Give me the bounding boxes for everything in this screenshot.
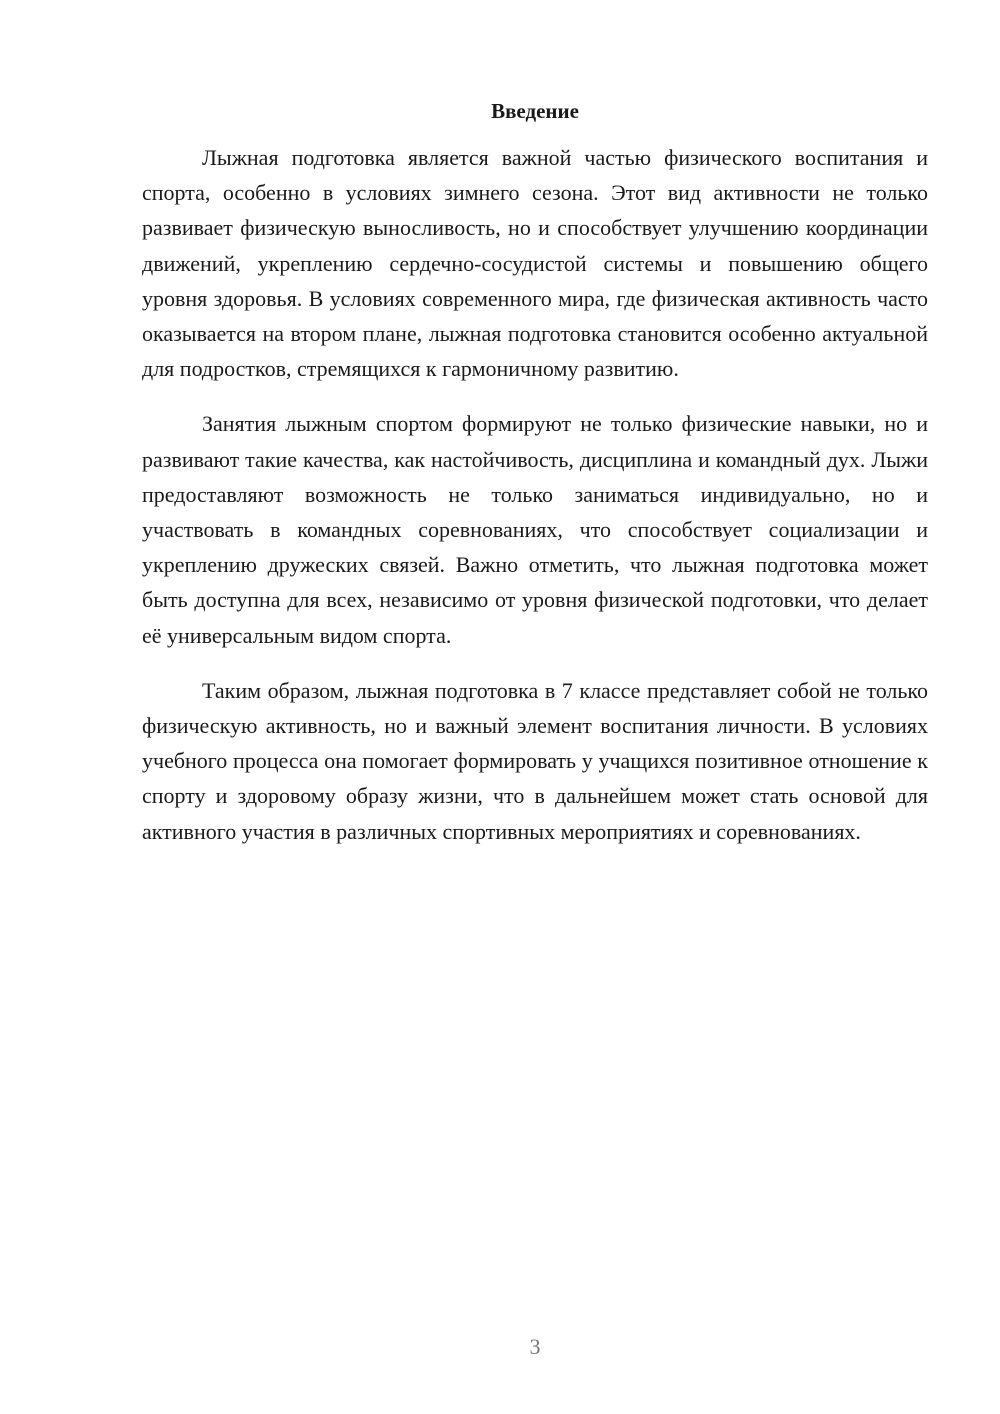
document-body [142, 140, 928, 869]
paragraph-conclusion: Таким образом, лыжная подготовка в 7 классе представляет собой не только физическую активность, но и важный элемент воспитания личности. В условиях учебного процесса она помогает формировать у учащихся позитивное отношение к спорту и здоровому образу жизни, что в дальнейшем может стать основой для активного участия в различных спортивных мероприятиях и соревнованиях. [142, 677, 928, 844]
page-number: 3 [529, 1334, 541, 1359]
paragraph-intro: Лыжная подготовка является важной частью физического воспитания и спорта, особенно в условиях зимнего сезона. Этот вид активности не только развивает физическую выносливость, но и способствует улучшению координации движений, укреплению сердечно-сосудистой системы и повышению общего уровня здоровья. В условиях современного мира, где физическая активность часто оказывается на втором плане, лыжная подготовка становится особенно актуальной для подростков, стремящихся к гармоничному развитию. [142, 145, 928, 382]
paragraph-qualities: Занятия лыжным спортом формируют не только физические навыки, но и развивают такие качества, как настойчивость, дисциплина и командный дух. Лыжи предоставляют возможность не только заниматься индивидуально, но и участвовать в командных соревнованиях, что способствует социализации и укреплению дружеских связей. Важно отметить, что лыжная подготовка может быть доступна для всех, независимо от уровня физической подготовки, что делает её универсальным видом спорта. [142, 411, 928, 648]
section-title: Введение [491, 99, 579, 123]
